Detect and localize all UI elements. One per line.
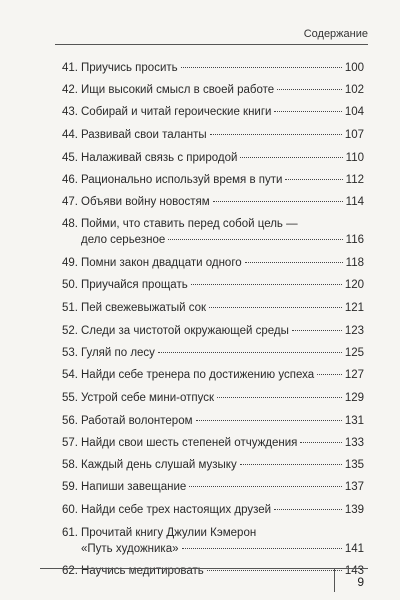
toc-entry (62, 459, 364, 472)
dot-leader (217, 397, 342, 398)
toc-entry-page: 100 (344, 62, 364, 74)
toc-entry (62, 369, 364, 382)
dot-leader (274, 509, 342, 510)
toc-entry-number: 42. (62, 84, 78, 96)
toc-entry-title: Каждый день слушай музыку (81, 459, 237, 471)
footer-vertical-divider (334, 568, 335, 592)
toc-entry-page: 102 (344, 84, 364, 96)
toc-entry (62, 196, 364, 209)
dot-leader (181, 67, 342, 68)
toc-entry-page: 118 (345, 257, 364, 269)
toc-entry-page: 127 (344, 369, 364, 381)
toc-entry (62, 504, 364, 517)
toc-entry (62, 106, 364, 119)
toc-entry-number: 41. (62, 62, 78, 74)
toc-entry-page: 125 (344, 347, 364, 359)
toc-entry-page: 116 (345, 234, 364, 246)
dot-leader (213, 201, 343, 202)
toc-entry-title: Развивай свои таланты (81, 129, 207, 141)
footer-divider (40, 568, 368, 569)
toc-entry (62, 257, 364, 270)
toc-entry (62, 62, 364, 75)
page-number: 9 (357, 575, 364, 589)
toc-entry-title: дело серьезное (81, 234, 166, 246)
toc-entry (62, 527, 364, 556)
dot-leader (274, 111, 341, 112)
toc-entry-number: 54. (62, 369, 78, 381)
toc-entry-number: 50. (62, 279, 78, 291)
toc-entry-page: 104 (344, 106, 364, 118)
dot-leader (240, 157, 342, 158)
toc-entry (62, 481, 364, 494)
toc-entry-number: 49. (62, 257, 78, 269)
toc-entry-number: 53. (62, 347, 78, 359)
toc-entry-page: 107 (344, 129, 364, 141)
toc-entry-title: Помни закон двадцати одного (81, 257, 242, 269)
toc-entry-number: 47. (62, 196, 78, 208)
toc-entry-title: Приучись просить (81, 62, 178, 74)
dot-leader (277, 89, 342, 90)
toc-entry-title: «Путь художника» (81, 543, 179, 555)
toc-entry-page: 141 (344, 543, 364, 555)
dot-leader (210, 134, 342, 135)
toc-entry-page: 133 (344, 437, 364, 449)
toc-entry-title: Научись медитировать (81, 565, 204, 577)
toc-entry-number: 51. (62, 302, 78, 314)
toc-entry (62, 415, 364, 428)
toc-entry-page: 137 (344, 481, 364, 493)
toc-entry-title: Следи за чистотой окружающей среды (81, 325, 289, 337)
toc-entry-title: Объяви войну новостям (81, 196, 210, 208)
toc-entry-number: 43. (62, 106, 78, 118)
toc-entry-title: Прочитай книгу Джулии Кэмерон (81, 527, 257, 539)
toc-entry-title: Налаживай связь с природой (81, 152, 238, 164)
dot-leader (168, 239, 342, 240)
toc-entry-page: 120 (344, 279, 364, 291)
toc-entry-number: 55. (62, 392, 78, 404)
toc-entry (62, 174, 364, 187)
toc-entry-page: 139 (344, 504, 364, 516)
toc-entry (62, 325, 364, 338)
toc-entry-title: Найди свои шесть степеней отчуждения (81, 437, 298, 449)
toc-entry-title: Найди себе трех настоящих друзей (81, 504, 272, 516)
toc-entry-number: 48. (62, 218, 78, 230)
toc-entry-page: 131 (344, 415, 364, 427)
dot-leader (317, 374, 342, 375)
dot-leader (300, 442, 341, 443)
dot-leader (182, 548, 342, 549)
toc-entry-title: Приучайся прощать (81, 279, 188, 291)
toc-entry (62, 152, 364, 165)
toc-entry (62, 392, 364, 405)
toc-entry-page: 121 (344, 302, 364, 314)
dot-leader (158, 352, 342, 353)
toc-entry-title: Работай волонтером (81, 415, 193, 427)
dot-leader (196, 420, 342, 421)
toc-entry-number: 58. (62, 459, 78, 471)
toc-entry (62, 347, 364, 360)
toc-entry-page: 129 (344, 392, 364, 404)
toc-entry-title: Пей свежевыжатый сок (81, 302, 207, 314)
toc-entry-number: 44. (62, 129, 78, 141)
header-divider (55, 44, 368, 45)
toc-entry-number: 57. (62, 437, 78, 449)
dot-leader (245, 262, 343, 263)
toc-entry-page: 114 (345, 196, 364, 208)
dot-leader (189, 486, 342, 487)
toc-entry-title: Пойми, что ставить перед собой цель — (81, 218, 298, 230)
toc-entry-page: 135 (344, 459, 364, 471)
toc-entry-page: 112 (345, 174, 364, 186)
dot-leader (292, 330, 342, 331)
table-of-contents (62, 50, 364, 578)
dot-leader (209, 307, 342, 308)
dot-leader (191, 284, 342, 285)
toc-entry (62, 279, 364, 292)
dot-leader (240, 464, 342, 465)
toc-entry-number: 61. (62, 527, 78, 539)
toc-entry-number: 59. (62, 481, 78, 493)
toc-entry-number: 60. (62, 504, 78, 516)
toc-entry (62, 565, 364, 578)
toc-entry-number: 45. (62, 152, 78, 164)
toc-entry-title: Устрой себе мини-отпуск (81, 392, 215, 404)
dot-leader (285, 179, 342, 180)
toc-entry-title: Напиши завещание (81, 481, 187, 493)
toc-entry (62, 302, 364, 315)
toc-entry-page: 110 (345, 152, 364, 164)
toc-entry (62, 437, 364, 450)
toc-entry-number: 46. (62, 174, 78, 186)
toc-entry (62, 84, 364, 97)
toc-entry (62, 218, 364, 247)
dot-leader (207, 570, 342, 571)
toc-entry (62, 129, 364, 142)
toc-entry-page: 143 (344, 565, 364, 577)
toc-entry-title: Ищи высокий смысл в своей работе (81, 84, 275, 96)
toc-entry-number: 56. (62, 415, 78, 427)
running-header: Содержание (303, 28, 368, 40)
toc-entry-title: Рационально используй время в пути (81, 174, 283, 186)
toc-entry-number: 62. (62, 565, 78, 577)
toc-entry-title: Найди себе тренера по достижению успеха (81, 369, 315, 381)
toc-entry-title: Гуляй по лесу (81, 347, 155, 359)
toc-entry-title: Собирай и читай героические книги (81, 106, 272, 118)
toc-entry-number: 52. (62, 325, 78, 337)
toc-entry-page: 123 (344, 325, 364, 337)
